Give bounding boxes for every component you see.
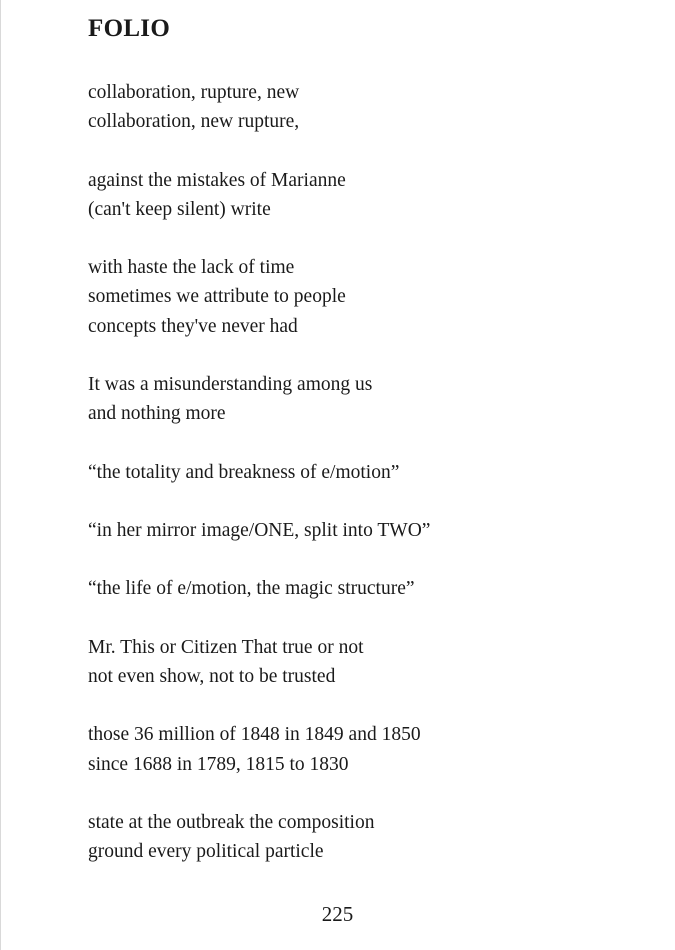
page-edge-rule [0,0,1,950]
poem-line: state at the outbreak the composition [88,811,375,833]
poem-line: with haste the lack of time [88,257,295,279]
poem-line: collaboration, new rupture, [88,111,300,133]
poem-line: since 1688 in 1789, 1815 to 1830 [88,753,349,775]
stanza [88,370,430,428]
stanza [88,720,430,778]
stanza [88,166,430,224]
poem-line: “the life of e/motion, the magic structure” [88,578,415,600]
poem-line: those 36 million of 1848 in 1849 and 1850 [88,724,421,746]
poem-line: and nothing more [88,403,226,425]
poem-line: not even show, not to be trusted [88,665,336,687]
poem-line: against the mistakes of Marianne [88,169,346,191]
stanza [88,574,430,603]
page-number: 225 [321,902,354,926]
stanza [88,458,430,487]
page-title: FOLIO [88,15,171,42]
poem-body [88,78,430,896]
poem-line: (can't keep silent) write [88,198,271,220]
poem-line: Mr. This or Citizen That true or not [88,636,364,658]
stanza [88,78,430,136]
poem-line: concepts they've never had [88,315,298,337]
stanza [88,633,430,691]
poem-line: It was a misunderstanding among us [88,373,373,395]
poem-line: “the totality and breakness of e/motion” [88,461,400,483]
poem-line: sometimes we attribute to people [88,286,346,308]
stanza [88,516,430,545]
poem-line: “in her mirror image/ONE, split into TWO” [88,519,431,541]
poem-line: ground every political particle [88,841,324,863]
poem-line: collaboration, rupture, new [88,82,300,103]
stanza [88,808,430,866]
stanza [88,253,430,341]
